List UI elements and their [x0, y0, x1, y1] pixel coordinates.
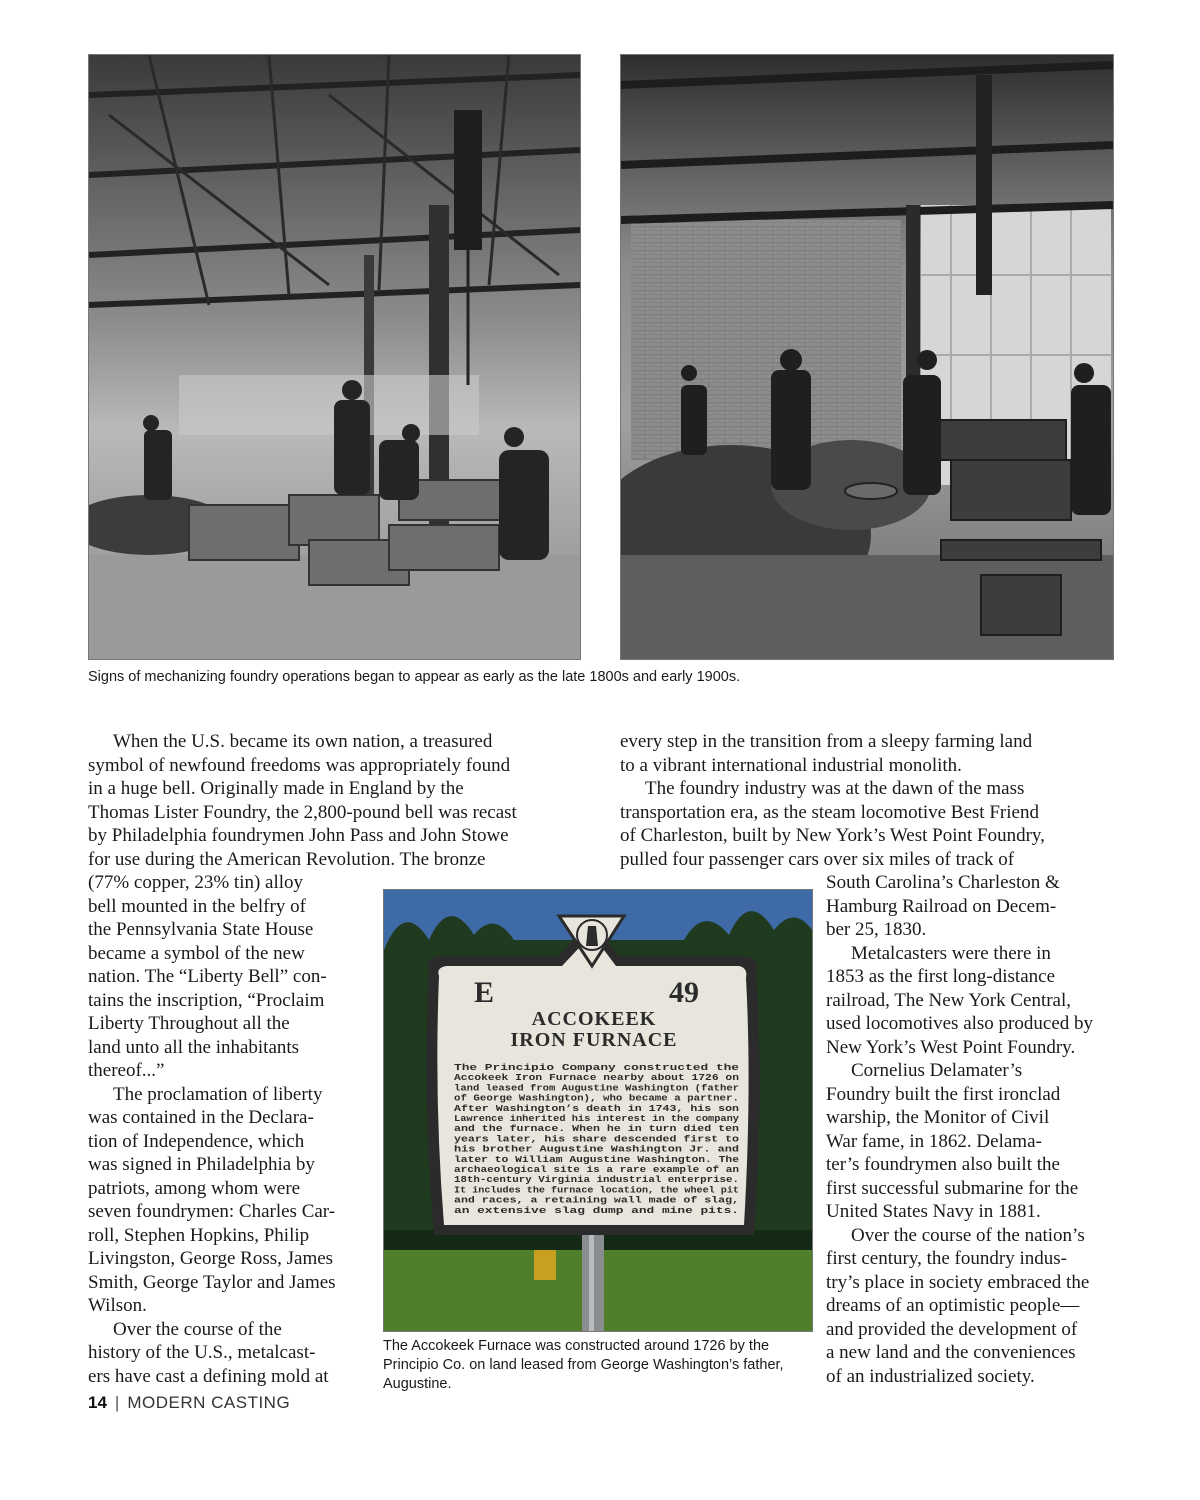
article-line: nation. The “Liberty Bell” con-	[88, 966, 327, 987]
article-line: Over the course of the nation’s	[851, 1224, 1085, 1246]
historical-marker-photo	[383, 889, 813, 1332]
article-line: United States Navy in 1881.	[826, 1201, 1041, 1222]
article-line: became a symbol of the new	[88, 942, 305, 964]
article-line: When the U.S. became its own nation, a treasured	[113, 731, 493, 752]
article-line: The proclamation of liberty	[113, 1083, 323, 1105]
article-line: land unto all the inhabitants	[88, 1036, 300, 1058]
article-line: 1853 as the first long-distance	[826, 966, 1056, 987]
article-line: ers have cast a defining mold at	[88, 1365, 329, 1387]
article-line: Foundry built the first ironclad	[826, 1083, 1061, 1105]
marker-text-line: After Washington’s death in 1743, his son	[454, 1102, 740, 1114]
article-line: Wilson.	[88, 1295, 147, 1316]
page-footer	[88, 1393, 290, 1413]
article-line: history of the U.S., metalcast-	[88, 1342, 316, 1363]
marker-code-number: 49	[669, 976, 699, 1009]
article-line: tains the inscription, “Proclaim	[88, 989, 325, 1011]
article-line: of an industrialized society.	[826, 1365, 1035, 1387]
footer-separator: |	[114, 1393, 120, 1412]
marker-text-line: and races, a retaining wall made of slag,	[454, 1194, 739, 1206]
article-line: used locomotives also produced by	[826, 1013, 1094, 1034]
article-line: every step in the transition from a sleepy farming land	[620, 731, 1033, 752]
marker-text-line: his brother Augustine Washington Jr. and	[454, 1143, 739, 1155]
marker-text-line: later to William Augustine Washington. The	[454, 1153, 740, 1165]
marker-text-line: The Principio Company constructed the	[454, 1062, 740, 1073]
article-line: by Philadelphia foundrymen John Pass and John Stowe	[88, 825, 509, 846]
article-line: tion of Independence, which	[88, 1130, 305, 1152]
foundry-photo-left-image	[89, 55, 580, 659]
article-line: the Pennsylvania State House	[88, 919, 314, 940]
article-line: roll, Stephen Hopkins, Philip	[88, 1224, 310, 1246]
marker-text-line: an extensive slag dump and mine pits.	[454, 1204, 739, 1216]
page-number: 14	[88, 1393, 107, 1412]
article-line: South Carolina’s Charleston &	[826, 872, 1060, 893]
article-line: The foundry industry was at the dawn of the mass	[645, 778, 1025, 799]
marker-text-line: Accokeek Iron Furnace nearby about 1726 on	[454, 1072, 740, 1084]
top-photo-caption: Signs of mechanizing foundry operations began to appear as early as the late 1800s and early 1900s.	[88, 669, 741, 685]
article-left-column-narrow	[88, 871, 378, 1388]
foundry-photo-right	[620, 54, 1114, 660]
article-line: ter’s foundrymen also built the	[826, 1154, 1060, 1175]
article-line: (77% copper, 23% tin) alloy	[88, 872, 304, 893]
article-line: thereof...”	[88, 1060, 165, 1081]
article-line: Metalcasters were there in	[851, 942, 1051, 964]
article-line: was signed in Philadelphia by	[88, 1154, 315, 1175]
article-right-column-narrow	[826, 871, 1116, 1388]
article-line: railroad, The New York Central,	[826, 989, 1072, 1011]
article-line: Cornelius Delamater’s	[851, 1060, 1023, 1081]
article-line: Over the course of the	[113, 1318, 282, 1340]
article-line: New York’s West Point Foundry.	[826, 1036, 1076, 1058]
article-line: pulled four passenger cars over six miles of track of	[620, 848, 1015, 870]
marker-text-line: land leased from Augustine Washington (father	[454, 1082, 739, 1094]
article-line: Liberty Throughout all the	[88, 1013, 290, 1034]
foundry-photo-left	[88, 54, 581, 660]
article-line: dreams of an optimistic people—	[826, 1295, 1080, 1316]
marker-text-line: of George Washington), who became a partner.	[454, 1092, 739, 1104]
marker-text-line: and the furnace. When he in turn died ten	[454, 1123, 740, 1135]
magazine-name: MODERN CASTING	[127, 1393, 291, 1412]
article-line: and provided the development of	[826, 1318, 1078, 1340]
marker-text-line: Lawrence inherited his interest in the company	[454, 1113, 740, 1124]
article-line: try’s place in society embraced the	[826, 1271, 1090, 1293]
article-line: warship, the Monitor of Civil	[826, 1107, 1050, 1128]
article-line: transportation era, as the steam locomotive Best Friend	[620, 801, 1039, 823]
article-line: Thomas Lister Foundry, the 2,800-pound bell was recast	[88, 801, 517, 823]
article-right-column-top	[620, 730, 1120, 871]
marker-code-letter: E	[474, 976, 495, 1009]
historical-marker-image	[384, 890, 812, 1331]
article-left-column-top	[88, 730, 588, 871]
article-line: Smith, George Taylor and James	[88, 1271, 336, 1293]
article-line: a new land and the conveniences	[826, 1342, 1076, 1363]
article-line: seven foundrymen: Charles Car-	[88, 1201, 336, 1222]
article-line: first successful submarine for the	[826, 1177, 1079, 1199]
article-line: symbol of newfound freedoms was appropriately found	[88, 754, 511, 776]
article-line: Livingston, George Ross, James	[88, 1248, 334, 1269]
marker-photo-caption: The Accokeek Furnace was constructed around 1726 by the Principio Co. on land leased from George Washington’s father, Augustine.	[383, 1338, 784, 1392]
article-line: was contained in the Declara-	[88, 1107, 314, 1128]
article-line: ber 25, 1830.	[826, 919, 927, 940]
article-line: War fame, in 1862. Delama-	[826, 1130, 1042, 1152]
article-line: of Charleston, built by New York’s West Point Foundry,	[620, 825, 1045, 846]
marker-title-line2: IRON FURNACE	[510, 1029, 678, 1051]
article-line: bell mounted in the belfry of	[88, 895, 306, 917]
article-line: for use during the American Revolution. The bronze	[88, 848, 486, 870]
foundry-photo-right-image	[621, 55, 1113, 659]
marker-text-line: 18th-century Virginia industrial enterprise.	[454, 1174, 739, 1186]
article-line: patriots, among whom were	[88, 1177, 301, 1199]
marker-title-line1: ACCOKEEK	[531, 1008, 657, 1030]
article-line: first century, the foundry indus-	[826, 1248, 1067, 1269]
marker-text-line: archaeological site is a rare example of an	[454, 1164, 740, 1175]
article-line: Hamburg Railroad on Decem-	[826, 895, 1057, 917]
marker-text-line: years later, his share descended first to	[454, 1133, 740, 1145]
article-line: in a huge bell. Originally made in England by the	[88, 778, 464, 799]
article-line: to a vibrant international industrial monolith.	[620, 754, 962, 776]
marker-text-line: It includes the furnace location, the wheel pit	[454, 1184, 739, 1196]
